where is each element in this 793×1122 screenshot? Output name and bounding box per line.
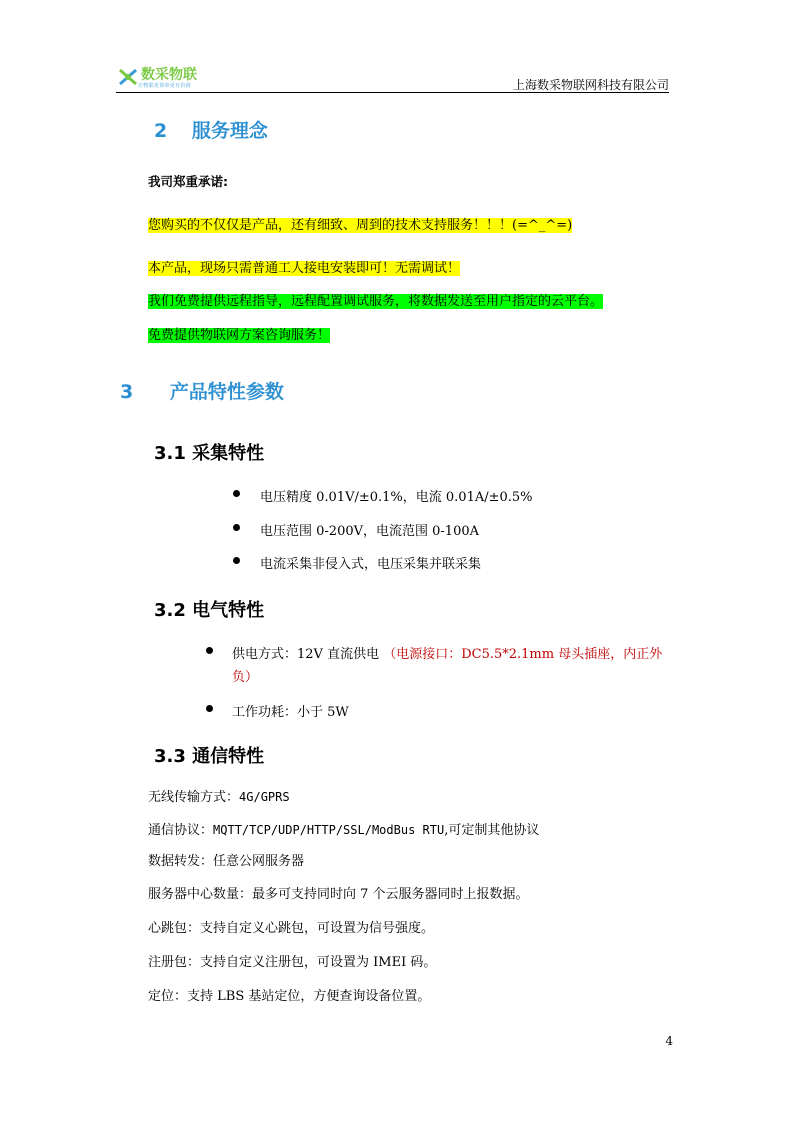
protocol-line <box>148 822 539 839</box>
protocol-suffix: ,可定制其他协议 <box>444 823 540 838</box>
section-title: 产品特性参数 <box>169 381 284 403</box>
section-title: 服务理念 <box>191 120 268 142</box>
comm-line: 数据转发：任意公网服务器 <box>148 854 305 869</box>
company-logo <box>118 64 197 89</box>
wireless-label: 无线传输方式： <box>148 790 240 805</box>
logo-icon <box>118 66 138 88</box>
promise-line-2: 本产品，现场只需普通工人接电安装即可！无需调试！ <box>148 261 461 276</box>
header-rule <box>116 92 669 93</box>
page-number: 4 <box>665 1034 673 1048</box>
spec-item: 电压范围 0-200V，电流范围 0-100A <box>260 524 479 539</box>
subsection-3-2-heading: 3.2 电气特性 <box>154 600 265 621</box>
power-supply-text: 供电方式：12V 直流供电 <box>232 647 384 662</box>
protocol-value: MQTT/TCP/UDP/HTTP/SSL/ModBus RTU <box>213 823 445 837</box>
promise-line-3: 我们免费提供远程指导，远程配置调试服务，将数据发送至用户指定的云平台。 <box>148 294 604 309</box>
subsection-3-3-heading: 3.3 通信特性 <box>154 746 265 767</box>
power-connector-note: （电源接口：DC5.5*2.1mm 母头插座，内正外 <box>383 647 663 662</box>
spec-item: 电压精度 0.01V/±0.1%，电流 0.01A/±0.5% <box>260 490 533 505</box>
wireless-line <box>148 789 290 806</box>
power-connector-note-cont: 负） <box>232 670 259 685</box>
bullet-icon <box>233 490 240 497</box>
logo-text: 数采物联 <box>141 67 197 83</box>
wireless-value: 4G/GPRS <box>239 790 290 804</box>
comm-line: 心跳包：支持自定义心跳包，可设置为信号强度。 <box>148 921 435 936</box>
section-2-heading <box>154 116 268 143</box>
power-supply-item <box>232 643 662 662</box>
subsection-3-1-heading: 3.1 采集特性 <box>154 443 265 464</box>
section-number: 3 <box>120 381 134 403</box>
promise-label: 我司郑重承诺: <box>148 174 228 189</box>
spec-item: 电流采集非侵入式，电压采集并联采集 <box>260 557 482 572</box>
comm-line: 服务器中心数量：最多可支持同时向 7 个云服务器同时上报数据。 <box>148 887 529 902</box>
bullet-icon <box>233 524 240 531</box>
section-number: 2 <box>154 120 168 142</box>
company-name: 上海数采物联网科技有限公司 <box>512 78 669 92</box>
comm-line: 定位：支持 LBS 基站定位，方便查询设备位置。 <box>148 989 431 1004</box>
bullet-icon <box>206 647 213 654</box>
protocol-label: 通信协议： <box>148 823 214 838</box>
promise-line-1: 您购买的不仅仅是产品，还有细致、周到的技术支持服务！！！(=^_^=) <box>148 218 573 233</box>
bullet-icon <box>206 705 213 712</box>
power-consumption-item: 工作功耗：小于 5W <box>232 705 349 720</box>
promise-line-4: 免费提供物联网方案咨询服务！ <box>148 328 331 343</box>
comm-line: 注册包：支持自定义注册包，可设置为 IMEI 码。 <box>148 955 437 970</box>
bullet-icon <box>233 557 240 564</box>
logo-subtitle: 让物联更简单更有价值 <box>138 83 192 89</box>
section-3-heading <box>120 377 284 404</box>
